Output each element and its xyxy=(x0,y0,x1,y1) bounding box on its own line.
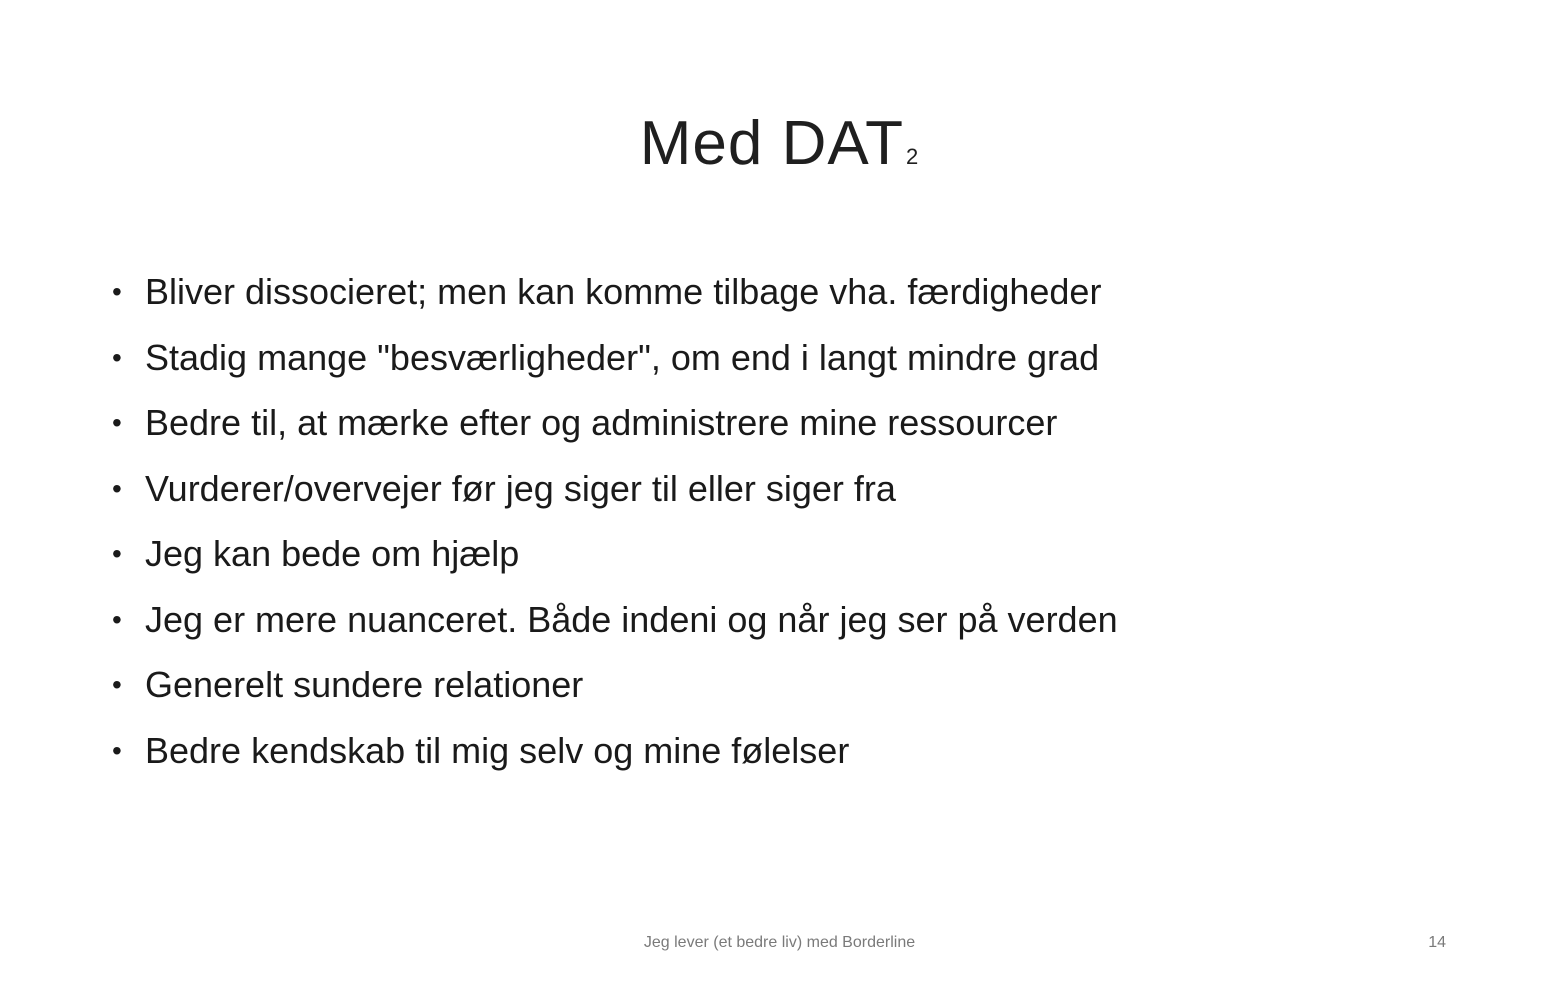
bullet-icon: • xyxy=(112,407,122,438)
bullet-text: Bedre til, at mærke efter og administrere mine ressourcer xyxy=(145,402,1058,443)
bullet-item xyxy=(112,332,1412,398)
bullet-item xyxy=(112,397,1412,463)
slide-title-subscript: 2 xyxy=(905,144,920,169)
bullet-icon: • xyxy=(112,538,122,569)
slide-footer: Jeg lever (et bedre liv) med Borderline xyxy=(643,934,916,951)
bullet-icon: • xyxy=(112,603,122,635)
bullet-list xyxy=(112,266,1412,790)
bullet-icon: • xyxy=(112,669,122,700)
page-number: 14 xyxy=(1428,934,1446,951)
bullet-item xyxy=(112,659,1412,725)
bullet-item xyxy=(112,725,1412,791)
bullet-text: Jeg kan bede om hjælp xyxy=(145,533,520,574)
bullet-text: Jeg er mere nuanceret. Både indeni og når jeg ser på verden xyxy=(145,598,1118,640)
bullet-item xyxy=(112,528,1412,594)
bullet-text: Bedre kendskab til mig selv og mine følelser xyxy=(145,729,850,771)
bullet-text: Stadig mange "besværligheder", om end i langt mindre grad xyxy=(145,336,1100,378)
bullet-icon: • xyxy=(112,472,122,504)
bullet-icon: • xyxy=(112,734,122,766)
bullet-text: Bliver dissocieret; men kan komme tilbage vha. færdigheder xyxy=(145,271,1102,312)
bullet-text: Vurderer/overvejer før jeg siger til eller siger fra xyxy=(145,467,896,509)
bullet-icon: • xyxy=(112,276,122,307)
bullet-text: Generelt sundere relationer xyxy=(145,664,584,705)
bullet-item xyxy=(112,266,1412,332)
bullet-item xyxy=(112,463,1412,529)
bullet-item xyxy=(112,594,1412,660)
slide-title xyxy=(0,108,1559,179)
slide-title-text: Med DAT xyxy=(639,109,904,178)
bullet-icon: • xyxy=(112,341,122,373)
